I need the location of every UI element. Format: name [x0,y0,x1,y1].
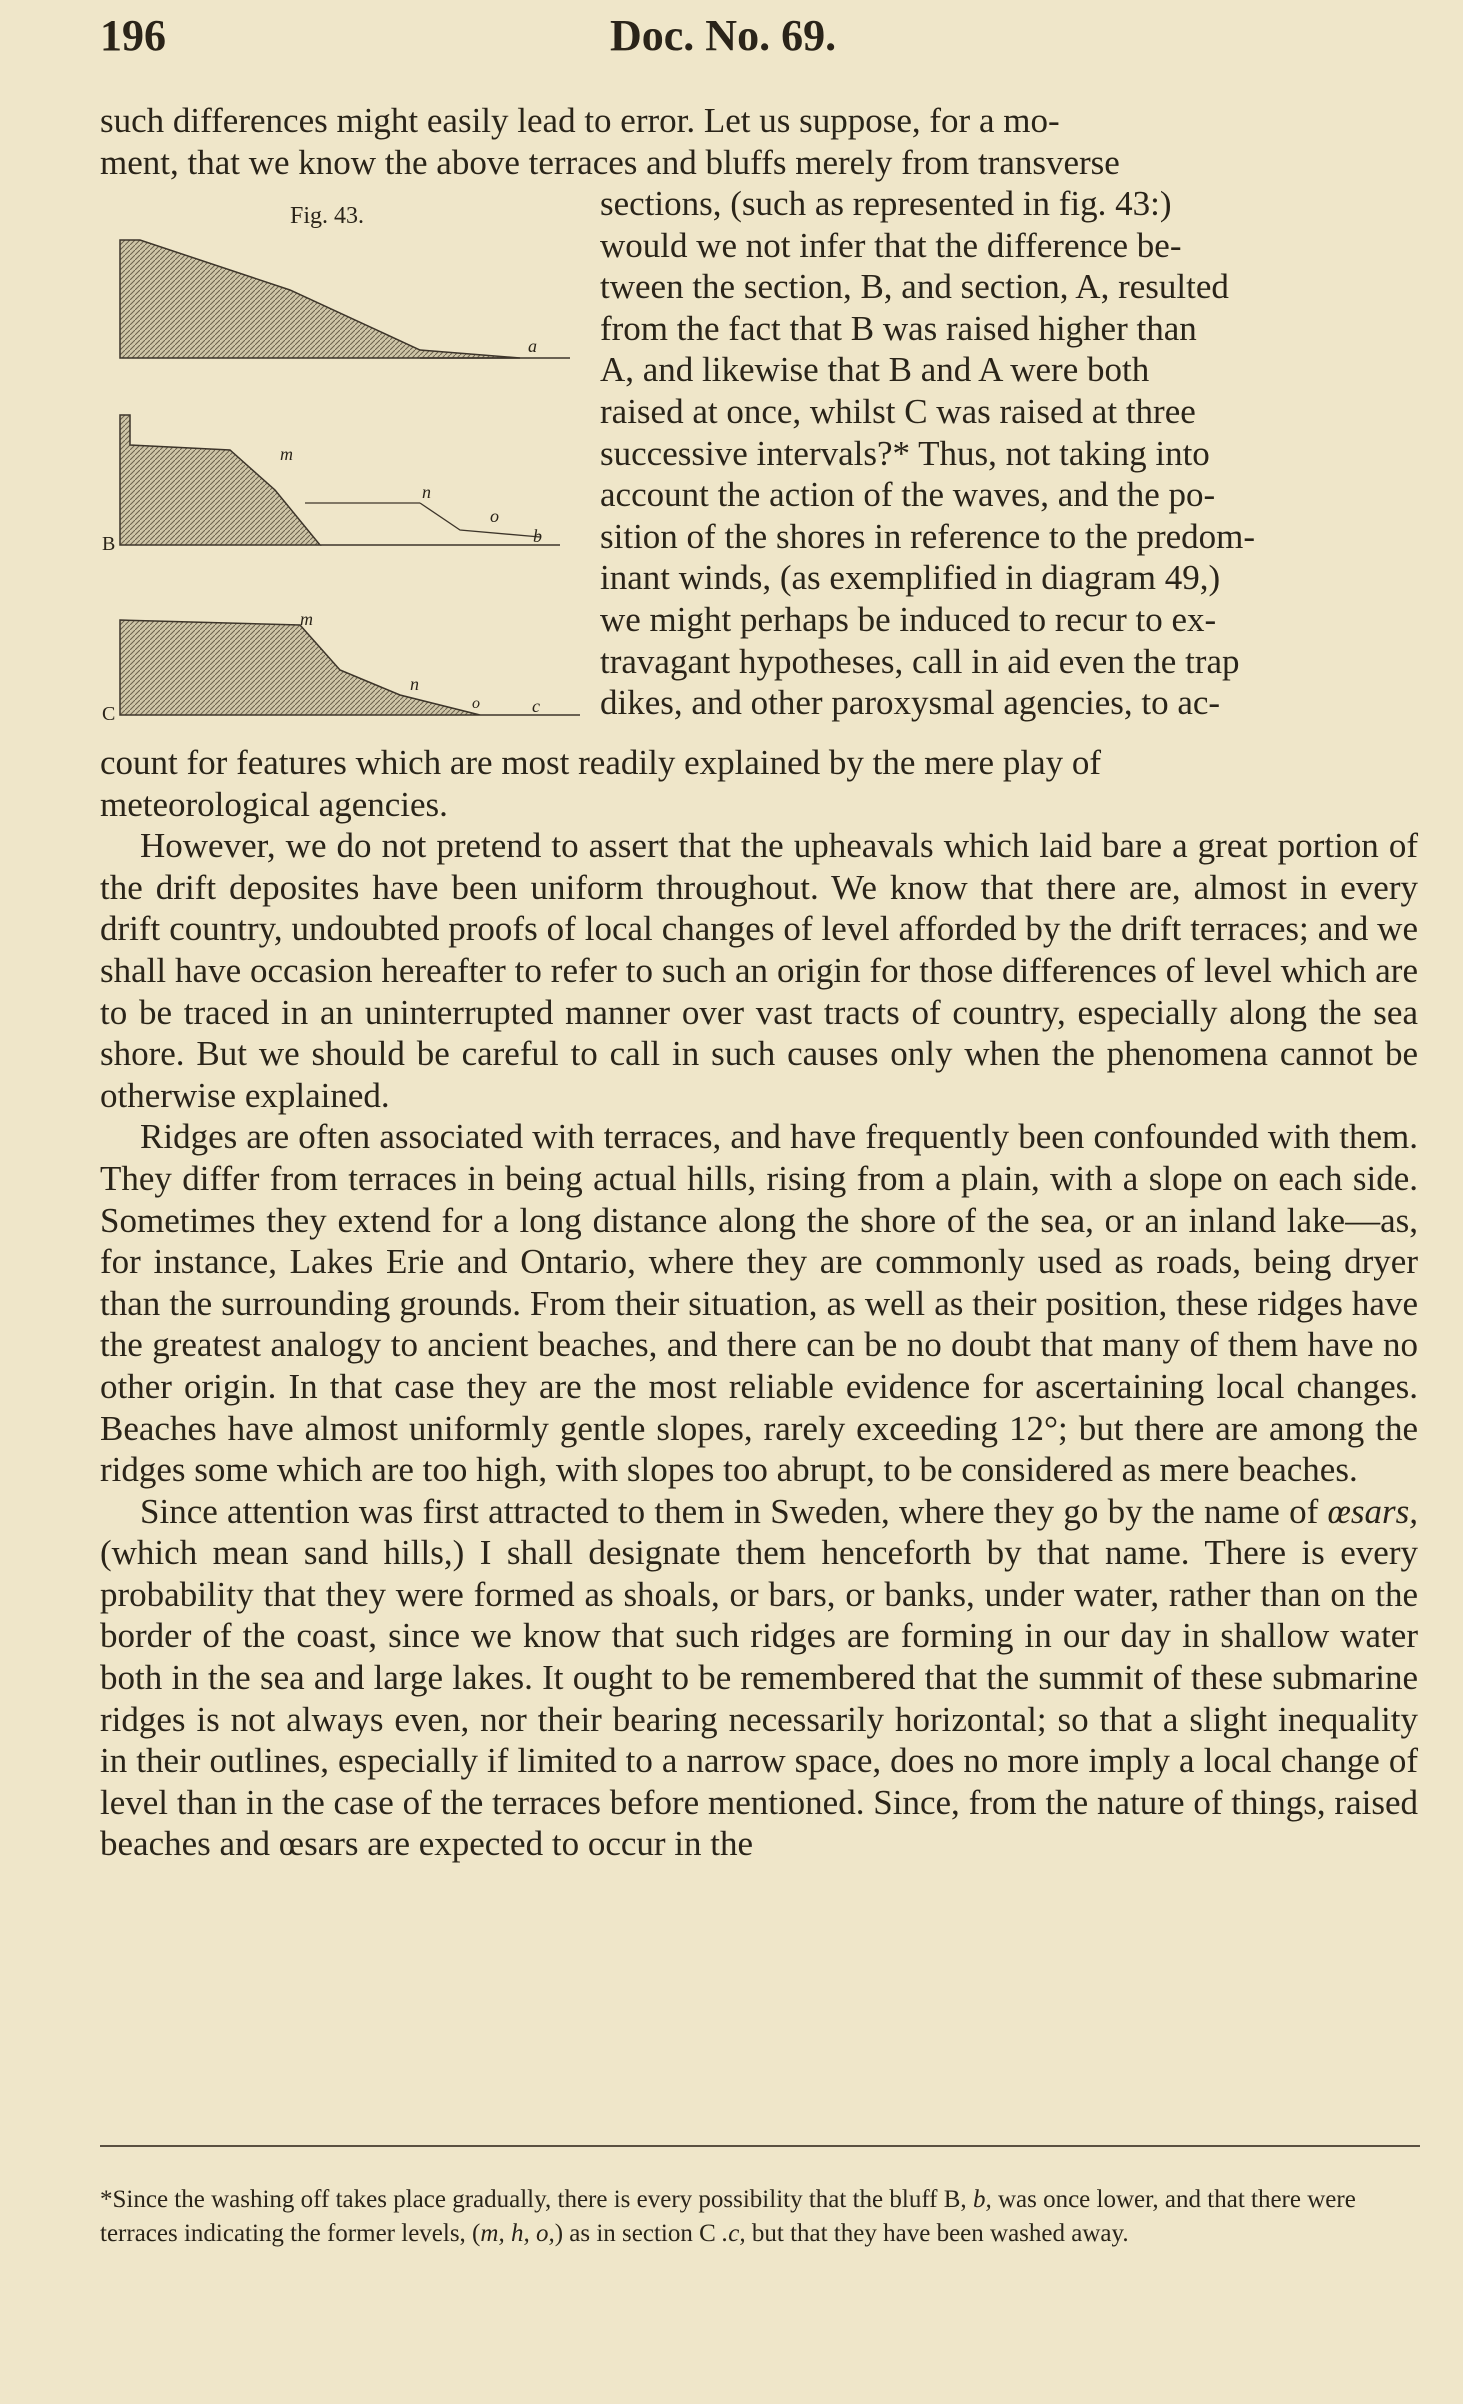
body-text [100,742,1418,1865]
label-n: n [422,482,431,502]
paragraph-upheavals: However, we do not pretend to assert that the upheavals which laid bare a great portion of the drift deposites have been uniform throughout. We know that there are, almost in every drift country, undoubted proofs of local changes of level afforded by the drift terraces; and we shall have occasion hereafter to refer to such an origin for those differences of level which are to be traced in an uninterrupted manner over vast tracts of country, especially along the sea shore. But we should be careful to call in such causes only when the phenomena cannot be otherwise explained. [100,826,1418,1115]
text-line: account the action of the waves, and the po- [600,475,1216,515]
label-o2: o [472,695,480,712]
label-n2: n [410,674,419,694]
section-c [102,609,580,725]
text-line: such differences might easily lead to error. Let us suppose, for a mo- [100,101,1060,140]
footnote [100,2183,1420,2251]
text-line: raised at once, whilst C was raised at three [600,391,1196,431]
label-o: o [490,506,499,526]
text-line: A, and likewise that B and A were both [600,350,1150,390]
footnote-italic: b, [972,2186,992,2213]
page-header [100,10,1418,70]
text-line: tween the section, B, and section, A, resulted [600,267,1229,307]
text-line: sition of the shores in reference to the predom- [600,516,1256,556]
terrace-sections-diagram [100,200,580,740]
text-line: from the fact that B was raised higher than [600,308,1197,348]
paragraph-oesars [100,1491,1418,1865]
figure-wrap-text [600,183,1418,724]
label-a: a [528,336,537,356]
text-line: successive intervals?* Thus, not taking into [600,433,1210,473]
document-label: Doc. No. 69. [610,11,837,60]
label-m: m [280,444,293,464]
text-line: travagant hypotheses, call in aid even the trap [600,641,1240,681]
text-line: would we not infer that the difference be- [600,225,1182,265]
footnote-rule [100,2145,1420,2147]
label-m2: m [300,609,313,629]
figure-caption: Fig. 43. [290,203,365,229]
footnote-text: was once lower, and that there were terraces indicating the former levels, ( [100,2186,1356,2247]
label-c: c [532,696,540,716]
label-section-b: B [102,533,116,555]
figure-43 [100,200,580,740]
footnote-text: *Since the washing off takes place gradually, there is every possibility that the bluff B, [100,2186,973,2213]
text-line: we might perhaps be induced to recur to ex- [600,599,1217,639]
para-text: (which mean sand hills,) I shall designate them henceforth by that name. There is every probability that they were formed as shoals, or bars, or banks, under water, rather than on the border of the coast, since we know that such ridges are forming in our day in shallow water both in the sea and large lakes. It ought to be remembered that the summit of these submarine ridges is not always even, nor their bearing necessarily horizontal; so that a slight inequality in their outlines, especially if limited to a narrow space, does no more imply a local change of level than in the case of the terraces before mentioned. Since, from the nature of things, raised beaches and œsars are expected to occur in the [100,1533,1418,1864]
footnote-italic: .c, [722,2220,746,2247]
opening-lines [100,100,1418,183]
footnote-text: ) as in section C [554,2220,723,2247]
text-line: ment, that we know the above terraces and bluffs merely from transverse [100,142,1120,182]
label-section-c: C [102,703,116,725]
text-line: sections, (such as represented in fig. 43:) [600,184,1172,223]
page-number: 196 [100,11,166,60]
label-b: b [533,526,542,546]
text-line: count for features which are most readily explained by the mere play of [100,743,1102,782]
section-b [102,415,560,555]
text-line: meteorological agencies. [100,784,448,824]
section-a [120,240,570,358]
footnote-italic: m, h, o, [480,2220,555,2247]
para-text: Since attention was first attracted to them in Sweden, where they go by the name of [140,1491,1328,1531]
italic-term: œsars, [1327,1491,1418,1531]
text-line: inant winds, (as exemplified in diagram 49,) [600,558,1221,598]
paragraph-ridges: Ridges are often associated with terraces, and have frequently been confounded with them. They differ from terraces in being actual hills, rising from a plain, with a slope on each side. Sometimes they extend for a long distance along the shore of the sea, or an inland lake—as, for instance, Lakes Erie and Ontario, where they are commonly used as roads, being dryer than the surrounding grounds. From their situation, as well as their position, these ridges have the greatest analogy to ancient beaches, and there can be no doubt that many of them have no other origin. In that case they are the most reliable evidence for ascertaining local changes. Beaches have almost uniformly gentle slopes, rarely exceeding 12°; but there are among the ridges some which are too high, with slopes too abrupt, to be considered as mere beaches. [100,1117,1418,1490]
footnote-text: but that they have been washed away. [745,2220,1129,2247]
text-line: dikes, and other paroxysmal agencies, to ac- [600,683,1221,723]
